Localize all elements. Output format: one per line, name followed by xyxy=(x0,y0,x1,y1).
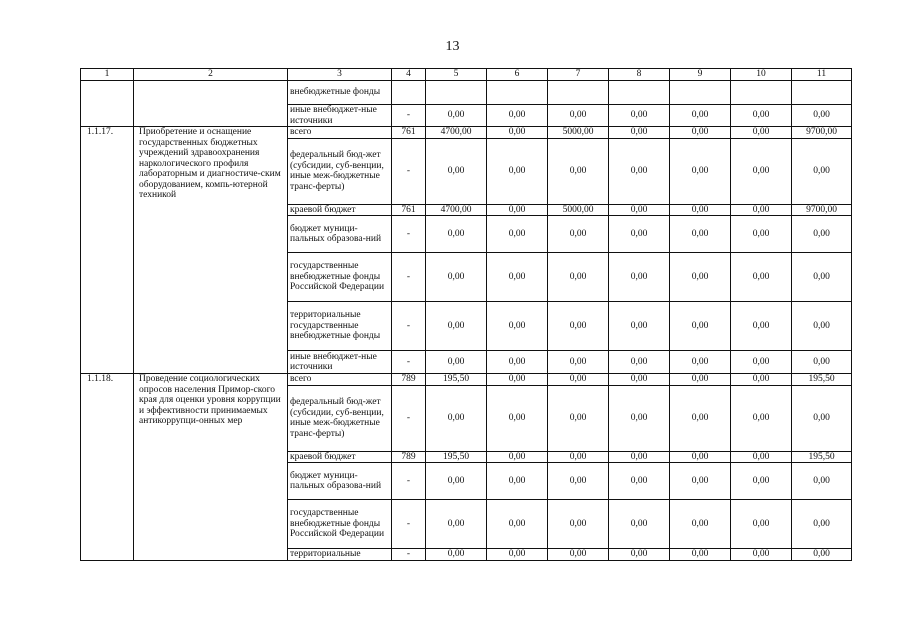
amount-cell: 0,00 xyxy=(487,138,548,204)
amount-cell: 0,00 xyxy=(426,351,487,374)
amount-cell: 0,00 xyxy=(670,138,731,204)
amount-cell: 0,00 xyxy=(426,105,487,127)
amount-cell: 0,00 xyxy=(487,549,548,561)
budget-code: - xyxy=(392,105,426,127)
amount-cell: 195,50 xyxy=(426,451,487,463)
amount-cell: 0,00 xyxy=(792,302,852,351)
amount-cell: 0,00 xyxy=(426,463,487,500)
amount-cell xyxy=(670,81,731,105)
amount-cell: 0,00 xyxy=(670,374,731,386)
amount-cell: 195,50 xyxy=(792,451,852,463)
amount-cell: 0,00 xyxy=(609,351,670,374)
amount-cell: 0,00 xyxy=(670,451,731,463)
amount-cell: 4700,00 xyxy=(426,204,487,216)
item-number: 1.1.17. xyxy=(81,127,134,374)
amount-cell: 0,00 xyxy=(426,253,487,302)
header-cell: 5 xyxy=(426,69,487,81)
amount-cell xyxy=(609,81,670,105)
funding-source: государственные внебюджетные фонды Российской Федерации xyxy=(288,500,392,549)
budget-code xyxy=(392,81,426,105)
budget-code: - xyxy=(392,351,426,374)
amount-cell: 0,00 xyxy=(426,500,487,549)
budget-code: - xyxy=(392,549,426,561)
amount-cell: 0,00 xyxy=(487,500,548,549)
funding-source: государственные внебюджетные фонды Российской Федерации xyxy=(288,253,392,302)
amount-cell: 0,00 xyxy=(487,127,548,139)
amount-cell: 0,00 xyxy=(670,204,731,216)
header-row xyxy=(81,69,852,81)
amount-cell: 0,00 xyxy=(548,253,609,302)
funding-source: иные внебюджет-ные источники xyxy=(288,105,392,127)
amount-cell: 0,00 xyxy=(792,138,852,204)
amount-cell: 5000,00 xyxy=(548,204,609,216)
amount-cell: 0,00 xyxy=(731,451,792,463)
amount-cell: 0,00 xyxy=(426,216,487,253)
amount-cell: 0,00 xyxy=(548,105,609,127)
amount-cell: 9700,00 xyxy=(792,204,852,216)
amount-cell: 0,00 xyxy=(426,302,487,351)
amount-cell xyxy=(426,81,487,105)
amount-cell: 0,00 xyxy=(487,385,548,451)
item-title xyxy=(134,81,288,127)
amount-cell: 0,00 xyxy=(792,105,852,127)
amount-cell: 0,00 xyxy=(731,138,792,204)
amount-cell: 9700,00 xyxy=(792,127,852,139)
item-number xyxy=(81,81,134,127)
funding-source: федеральный бюд-жет (субсидии, суб-венции, иные меж-бюджетные транс-ферты) xyxy=(288,385,392,451)
amount-cell: 0,00 xyxy=(731,374,792,386)
budget-code: - xyxy=(392,385,426,451)
amount-cell: 0,00 xyxy=(487,374,548,386)
amount-cell: 0,00 xyxy=(792,463,852,500)
header-cell: 4 xyxy=(392,69,426,81)
amount-cell: 0,00 xyxy=(487,253,548,302)
amount-cell: 0,00 xyxy=(548,549,609,561)
funding-source: внебюджетные фонды xyxy=(288,81,392,105)
budget-code: - xyxy=(392,500,426,549)
amount-cell: 0,00 xyxy=(731,351,792,374)
item-title: Приобретение и оснащение государственных бюджетных учреждений здравоохранения наркологического профиля лабораторным и диагностиче-ским оборудованием, компь-ютерной техникой xyxy=(134,127,288,374)
amount-cell: 0,00 xyxy=(487,463,548,500)
amount-cell: 0,00 xyxy=(792,253,852,302)
header-cell: 9 xyxy=(670,69,731,81)
amount-cell: 0,00 xyxy=(426,549,487,561)
table-row xyxy=(81,127,852,139)
amount-cell: 0,00 xyxy=(731,253,792,302)
amount-cell: 0,00 xyxy=(670,216,731,253)
amount-cell: 0,00 xyxy=(487,351,548,374)
header-cell: 10 xyxy=(731,69,792,81)
amount-cell: 0,00 xyxy=(609,127,670,139)
amount-cell: 0,00 xyxy=(731,302,792,351)
budget-code: - xyxy=(392,463,426,500)
amount-cell: 0,00 xyxy=(792,216,852,253)
amount-cell: 0,00 xyxy=(487,105,548,127)
amount-cell: 195,50 xyxy=(426,374,487,386)
amount-cell: 0,00 xyxy=(426,385,487,451)
amount-cell: 0,00 xyxy=(792,549,852,561)
budget-code: - xyxy=(392,302,426,351)
amount-cell: 0,00 xyxy=(731,204,792,216)
funding-source: территориальные xyxy=(288,549,392,561)
amount-cell: 0,00 xyxy=(731,105,792,127)
header-cell: 1 xyxy=(81,69,134,81)
amount-cell: 4700,00 xyxy=(426,127,487,139)
amount-cell: 0,00 xyxy=(670,105,731,127)
funding-source: иные внебюджет-ные источники xyxy=(288,351,392,374)
funding-source: всего xyxy=(288,127,392,139)
budget-code: 761 xyxy=(392,127,426,139)
amount-cell: 0,00 xyxy=(731,216,792,253)
amount-cell: 0,00 xyxy=(548,302,609,351)
amount-cell: 0,00 xyxy=(609,500,670,549)
funding-source: бюджет муници-пальных образова-ний xyxy=(288,463,392,500)
amount-cell: 0,00 xyxy=(487,451,548,463)
amount-cell xyxy=(487,81,548,105)
amount-cell: 0,00 xyxy=(731,127,792,139)
amount-cell: 0,00 xyxy=(609,549,670,561)
amount-cell: 0,00 xyxy=(548,463,609,500)
page-number: 13 xyxy=(445,39,460,54)
funding-source: краевой бюджет xyxy=(288,451,392,463)
amount-cell: 0,00 xyxy=(609,105,670,127)
amount-cell: 0,00 xyxy=(548,138,609,204)
amount-cell: 0,00 xyxy=(609,138,670,204)
amount-cell: 0,00 xyxy=(792,385,852,451)
header-cell: 8 xyxy=(609,69,670,81)
amount-cell: 0,00 xyxy=(731,385,792,451)
funding-source: краевой бюджет xyxy=(288,204,392,216)
amount-cell: 0,00 xyxy=(731,500,792,549)
budget-code: 789 xyxy=(392,451,426,463)
budget-code: - xyxy=(392,253,426,302)
amount-cell: 0,00 xyxy=(548,451,609,463)
amount-cell xyxy=(792,81,852,105)
amount-cell: 0,00 xyxy=(670,253,731,302)
amount-cell: 0,00 xyxy=(609,302,670,351)
amount-cell: 0,00 xyxy=(670,351,731,374)
amount-cell: 0,00 xyxy=(609,451,670,463)
amount-cell: 0,00 xyxy=(548,385,609,451)
amount-cell: 5000,00 xyxy=(548,127,609,139)
amount-cell: 0,00 xyxy=(609,216,670,253)
header-cell: 3 xyxy=(288,69,392,81)
funding-source: всего xyxy=(288,374,392,386)
amount-cell: 0,00 xyxy=(670,500,731,549)
budget-table xyxy=(80,68,852,561)
amount-cell: 0,00 xyxy=(731,463,792,500)
amount-cell: 0,00 xyxy=(548,500,609,549)
header-cell: 6 xyxy=(487,69,548,81)
budget-code: - xyxy=(392,138,426,204)
budget-code: - xyxy=(392,216,426,253)
amount-cell: 0,00 xyxy=(731,549,792,561)
funding-source: федеральный бюд-жет (субсидии, суб-венции, иные меж-бюджетные транс-ферты) xyxy=(288,138,392,204)
amount-cell: 0,00 xyxy=(609,374,670,386)
funding-source: территориальные государственные внебюджетные фонды xyxy=(288,302,392,351)
amount-cell: 0,00 xyxy=(487,302,548,351)
amount-cell: 0,00 xyxy=(548,351,609,374)
amount-cell: 0,00 xyxy=(487,216,548,253)
amount-cell: 0,00 xyxy=(548,374,609,386)
amount-cell: 0,00 xyxy=(487,204,548,216)
amount-cell: 0,00 xyxy=(609,385,670,451)
header-cell: 2 xyxy=(134,69,288,81)
item-number: 1.1.18. xyxy=(81,374,134,561)
amount-cell: 0,00 xyxy=(609,463,670,500)
amount-cell: 0,00 xyxy=(609,253,670,302)
funding-source: бюджет муници-пальных образова-ний xyxy=(288,216,392,253)
amount-cell: 0,00 xyxy=(670,385,731,451)
budget-code: 761 xyxy=(392,204,426,216)
amount-cell: 0,00 xyxy=(426,138,487,204)
amount-cell: 0,00 xyxy=(792,351,852,374)
table-row xyxy=(81,374,852,386)
header-cell: 7 xyxy=(548,69,609,81)
table-row xyxy=(81,81,852,105)
amount-cell: 195,50 xyxy=(792,374,852,386)
amount-cell: 0,00 xyxy=(670,463,731,500)
amount-cell: 0,00 xyxy=(548,216,609,253)
amount-cell: 0,00 xyxy=(670,549,731,561)
amount-cell: 0,00 xyxy=(670,302,731,351)
amount-cell xyxy=(548,81,609,105)
amount-cell xyxy=(731,81,792,105)
amount-cell: 0,00 xyxy=(670,127,731,139)
amount-cell: 0,00 xyxy=(609,204,670,216)
item-title: Проведение социологических опросов населения Примор-ского края для оценки уровня коррупции и эффективности принимаемых антикоррупци-онных мер xyxy=(134,374,288,561)
budget-code: 789 xyxy=(392,374,426,386)
amount-cell: 0,00 xyxy=(792,500,852,549)
header-cell: 11 xyxy=(792,69,852,81)
